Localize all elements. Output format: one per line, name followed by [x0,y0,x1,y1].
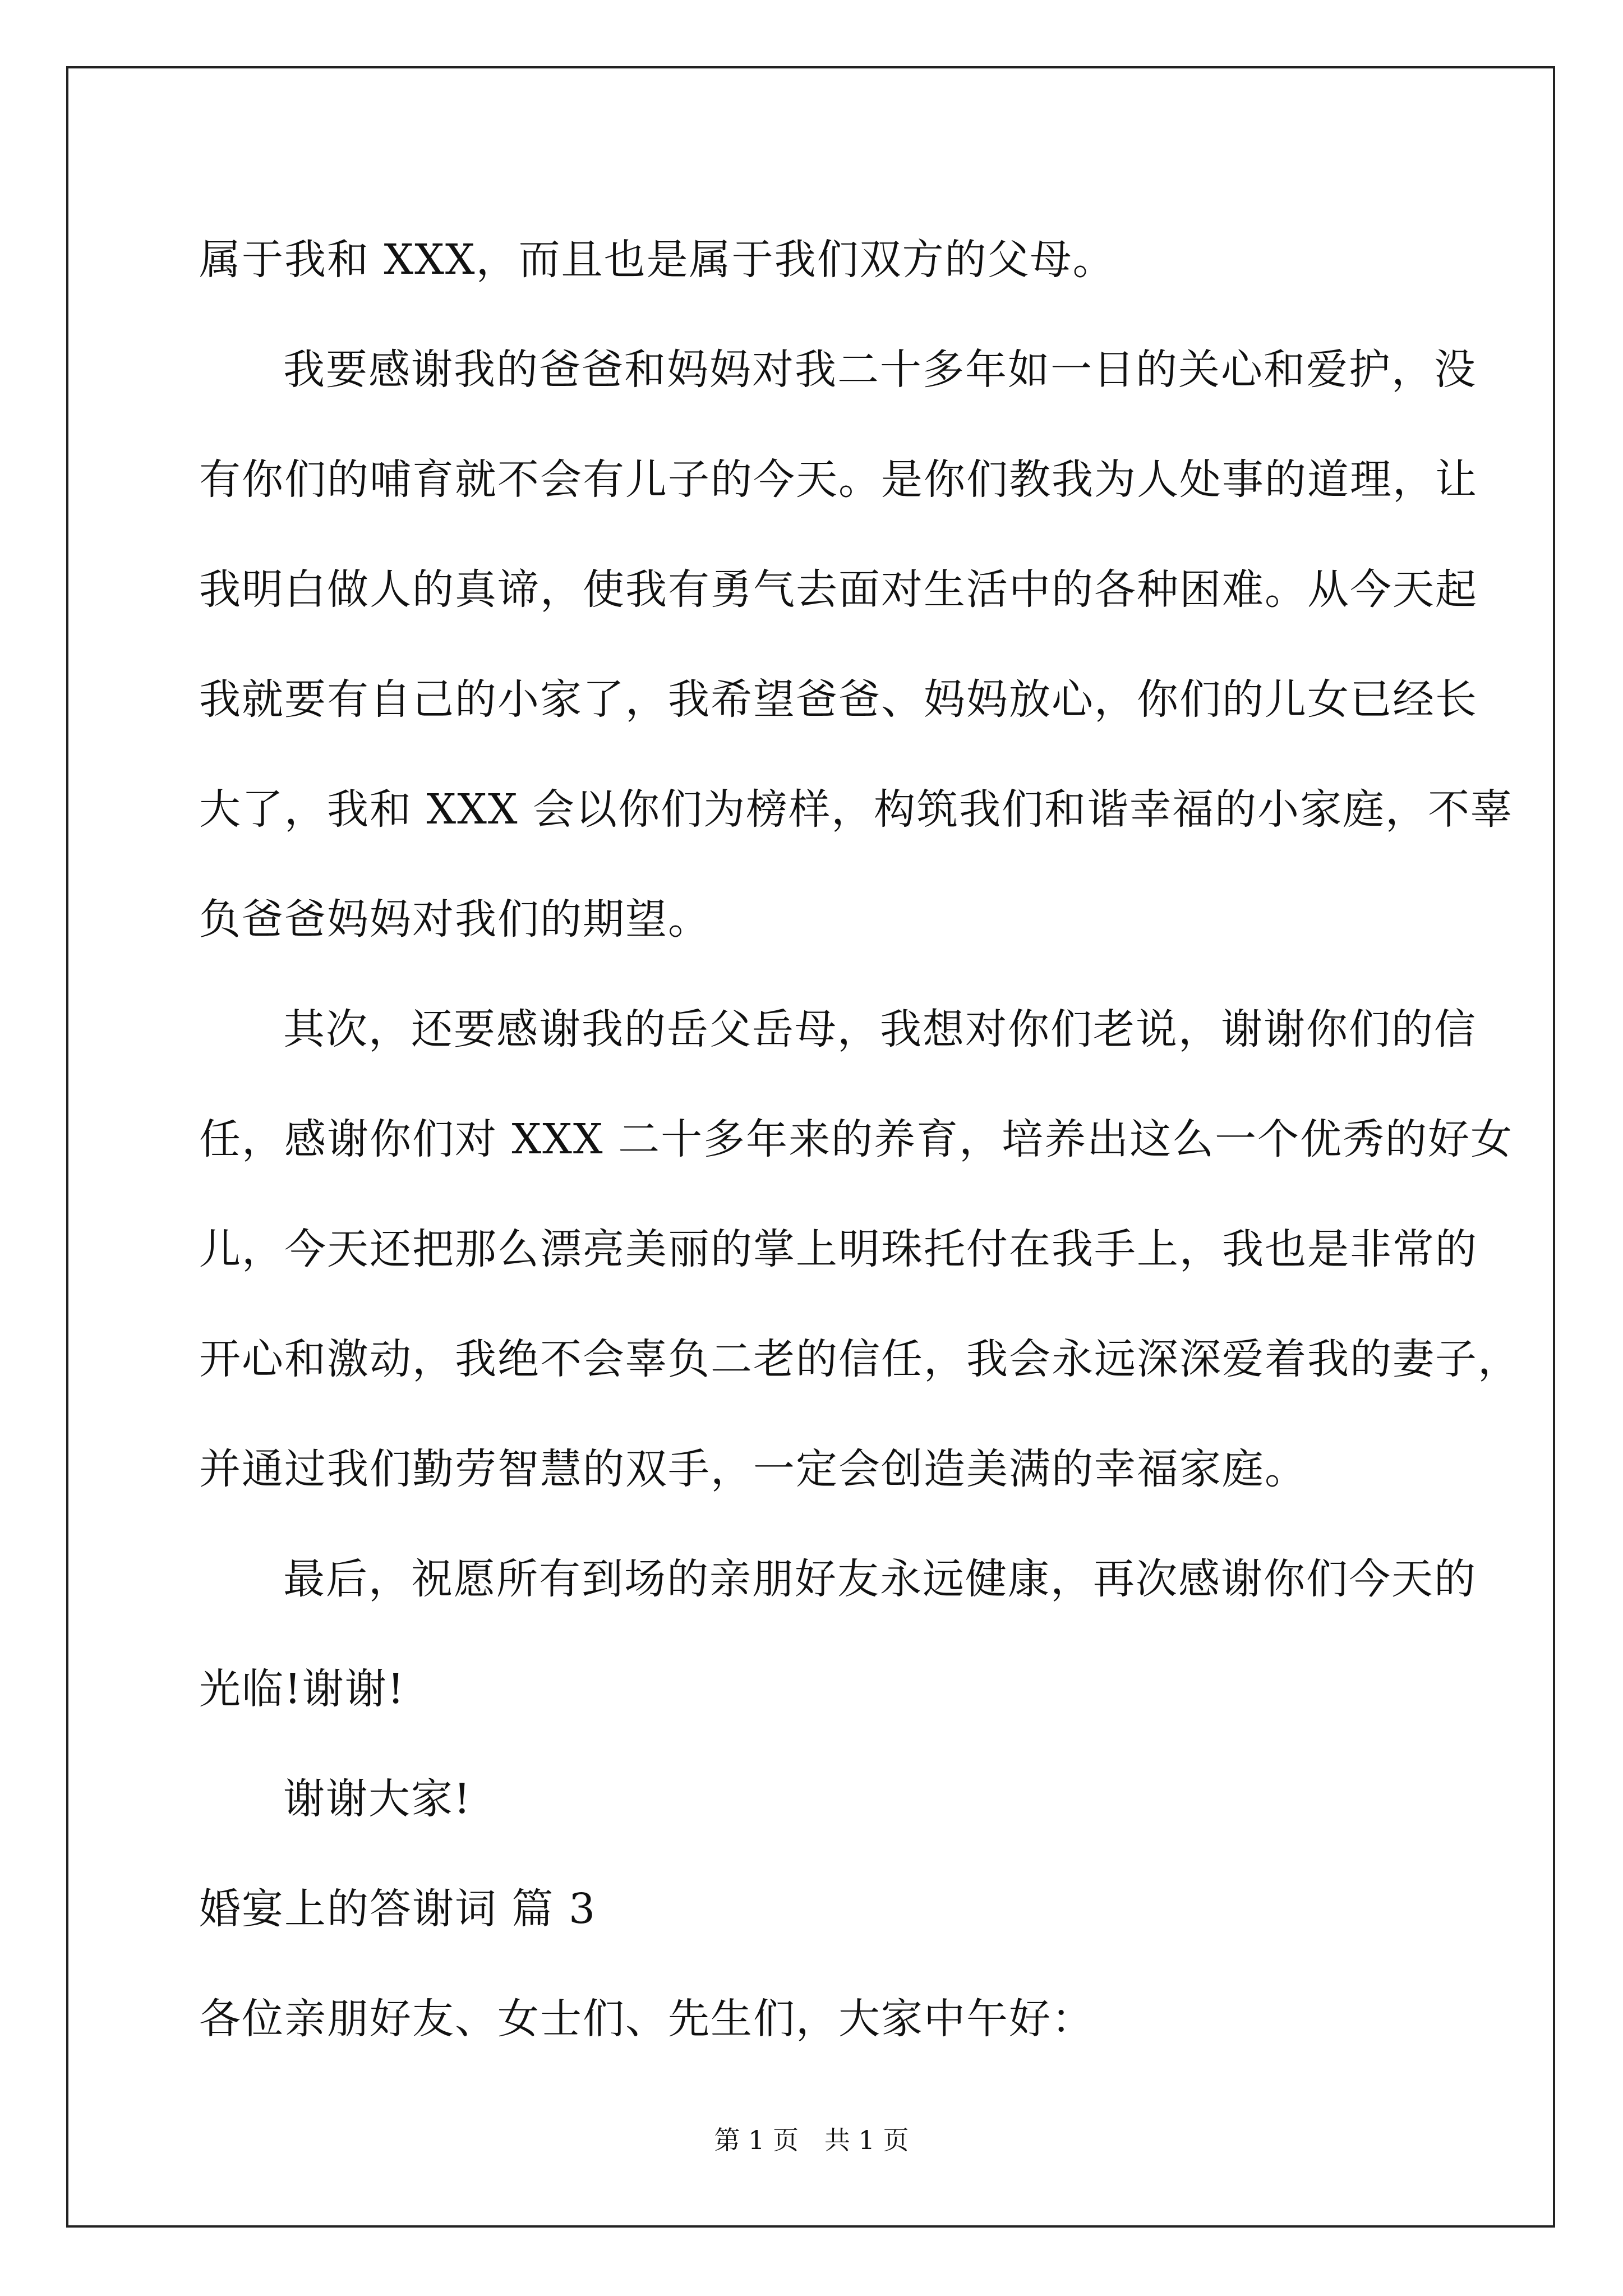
paragraph-start-line: 我要感谢我的爸爸和妈妈对我二十多年如一日的关心和爱护，没 [283,346,1477,394]
page-number-footer: 第 1 页 共 1 页 [714,2125,909,2155]
paragraph-start-line: 最后，祝愿所有到场的亲朋好友永远健康，再次感谢你们今天的 [283,1555,1477,1603]
text-line: 并通过我们勤劳智慧的双手，一定会创造美满的幸福家庭。 [199,1445,1307,1493]
document-body [199,205,1520,2074]
section-heading: 婚宴上的答谢词 篇 3 [199,1885,597,1933]
text-line: 负爸爸妈妈对我们的期望。 [199,895,711,944]
text-line: 大了，我和 XXX 会以你们为榜样，构筑我们和谐幸福的小家庭，不辜 [199,785,1514,834]
closing-thanks: 谢谢大家! [283,1775,472,1823]
text-line: 我就要有自己的小家了，我希望爸爸、妈妈放心，你们的儿女已经长 [199,675,1478,724]
text-line: 光临!谢谢! [199,1665,405,1713]
text-line: 开心和激动，我绝不会辜负二老的信任，我会永远深深爱着我的妻子， [199,1335,1520,1383]
text-line: 儿，今天还把那么漂亮美丽的掌上明珠托付在我手上，我也是非常的 [199,1225,1478,1273]
text-line: 我明白做人的真谛，使我有勇气去面对生活中的各种困难。从今天起 [199,565,1478,614]
paragraph-start-line: 其次，还要感谢我的岳父岳母，我想对你们老说，谢谢你们的信 [283,1005,1477,1053]
salutation: 各位亲朋好友、女士们、先生们，大家中午好： [199,1995,1094,2043]
text-line: 属于我和 XXX，而且也是属于我们双方的父母。 [199,236,1115,284]
text-line: 有你们的哺育就不会有儿子的今天。是你们教我为人处事的道理，让 [199,455,1478,504]
text-line: 任，感谢你们对 XXX 二十多年来的养育，培养出这么一个优秀的好女 [199,1115,1514,1163]
